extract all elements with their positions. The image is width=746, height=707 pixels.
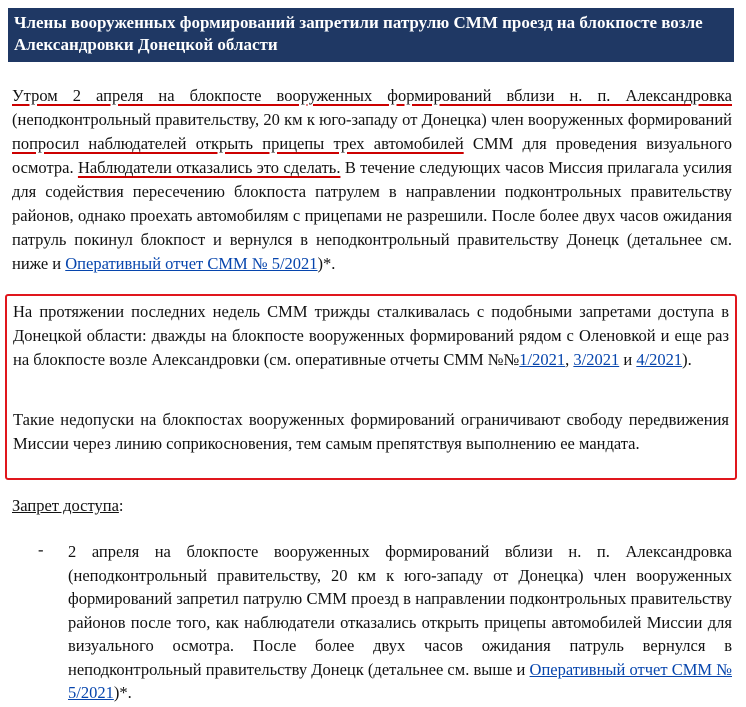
highlight-box <box>5 294 737 480</box>
boxed-paragraph-1 <box>13 300 729 372</box>
subsection-heading <box>12 496 123 516</box>
report-link-4-2021[interactable]: 4/2021 <box>636 350 683 369</box>
report-link-3-2021[interactable]: 3/2021 <box>573 350 620 369</box>
highlighted-phrase-1: Утром 2 апреля на блокпосте вооруженных формирований вблизи н. п. Александровка <box>12 86 732 105</box>
report-link-5-2021[interactable]: Оперативный отчет СММ № 5/2021 <box>65 254 318 273</box>
bullet-item <box>68 540 732 705</box>
paragraph-text: (неподконтрольный правительству, 20 км к юго-западу от Донецка) член вооруженных формирований <box>12 110 732 129</box>
separator: , <box>565 350 574 369</box>
paragraph-text: В течение следующих часов Миссия прилагала усилия для содействия пересечению блокпоста патрулем в направлении подконтрольных правительству районов, однако проехать автомобилям с прицепами не разрешили. После более двух часов ожидания патруль покинул блокпост и вернулся в неподконтрольный правительству Донецк (детальнее см. ниже и <box>12 158 732 273</box>
bullet-end: )*. <box>113 683 132 702</box>
bullet-dash: - <box>38 540 44 559</box>
highlighted-phrase-3: Наблюдатели отказались это сделать. <box>77 158 341 177</box>
subsection-colon: : <box>118 496 124 515</box>
separator: и <box>619 350 637 369</box>
bullet-text: 2 апреля на блокпосте вооруженных формирований вблизи н. п. Александровка (неподконтрольный правительству, 20 км к юго-западу от Донецка) член вооруженных формирований запретил патрулю СММ проезд в направлении подконтрольных правительству районов после того, как наблюдатели отказались открыть прицепы автомобилей Миссии для визуального осмотра. После более двух часов ожидания патруль вернулся в неподконтрольный правительству Донецк (детальнее см. выше и <box>68 542 732 679</box>
boxed-text-end: ). <box>682 350 692 369</box>
section-title: Члены вооруженных формирований запретили патрулю СММ проезд на блокпосте возле Александровки Донецкой области <box>8 8 734 62</box>
report-link-1-2021[interactable]: 1/2021 <box>519 350 566 369</box>
paragraph-text: )*. <box>317 254 336 273</box>
highlighted-phrase-2: попросил наблюдателей открыть прицепы трех автомобилей <box>12 134 464 153</box>
paragraph-main <box>12 84 732 276</box>
paragraph-text: СММ для проведения визуального осмотра. <box>12 134 732 177</box>
boxed-paragraph-2: Такие недопуски на блокпостах вооруженных формирований ограничивают свободу передвижения Миссии через линию соприкосновения, тем самым препятствуя выполнению ее мандата. <box>13 410 729 453</box>
report-link-5-2021-bullet[interactable]: Оперативный отчет СММ № 5/2021 <box>68 659 732 702</box>
subsection-label: Запрет доступа <box>12 496 119 515</box>
boxed-text: На протяжении последних недель СММ трижды сталкивалась с подобными запретами доступа в Донецкой области: дважды на блокпосте вооруженных формирований рядом с Оленовкой и еще раз на блокпосте возле Александровки (см. оперативные отчеты СММ №№ <box>13 302 729 369</box>
